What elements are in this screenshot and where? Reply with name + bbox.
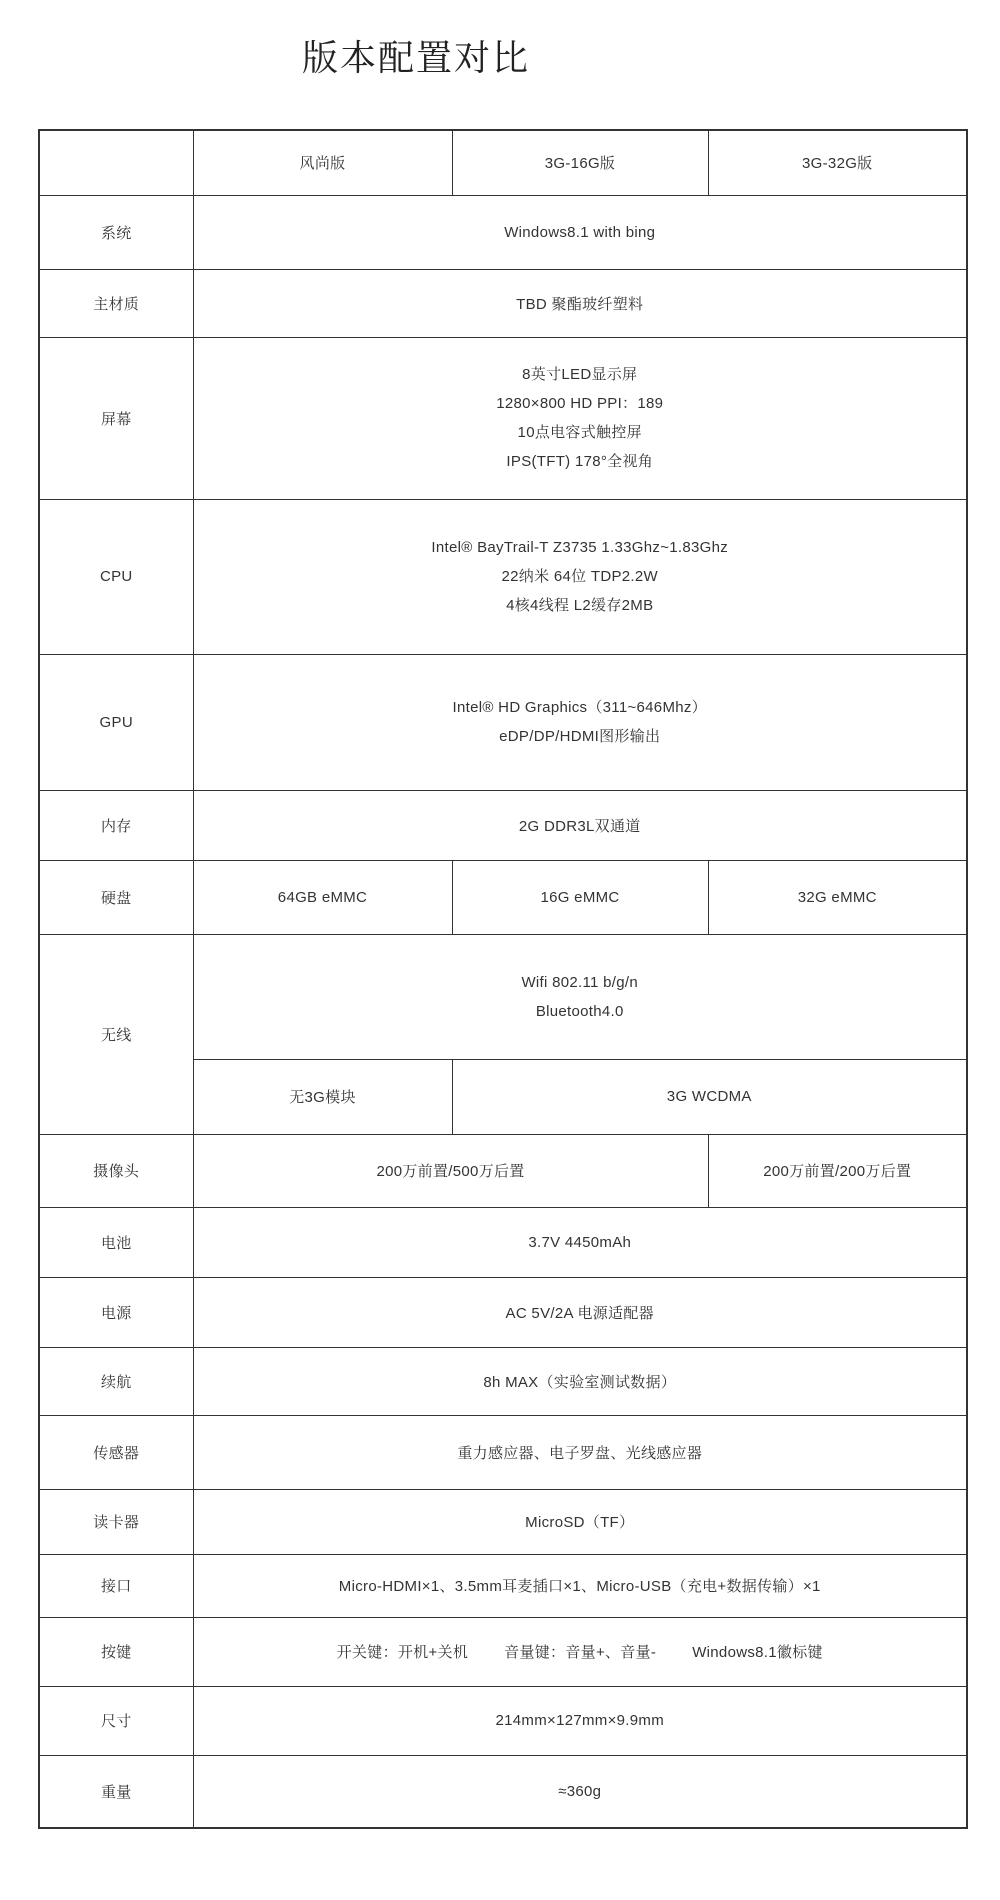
header-row: [39, 130, 967, 195]
row-sensors: [39, 1415, 967, 1489]
row-screen: [39, 337, 967, 499]
gpu-line-2: eDP/DP/HDMI图形输出: [499, 728, 661, 745]
row-battery: [39, 1207, 967, 1277]
row-camera: [39, 1134, 967, 1207]
row-card-reader: [39, 1489, 967, 1554]
spec-table: [38, 129, 968, 1829]
row-cpu: [39, 499, 967, 654]
cell-system-value: Windows8.1 with bing: [193, 195, 967, 269]
screen-line-1: 8英寸LED显示屏: [522, 366, 638, 383]
cell-3g-wcdma: 3G WCDMA: [452, 1059, 967, 1134]
row-power: [39, 1277, 967, 1347]
row-label-ports: 接口: [39, 1554, 193, 1617]
cell-ports-value: Micro-HDMI×1、3.5mm耳麦插口×1、Micro-USB（充电+数据传输）×1: [193, 1554, 967, 1617]
row-buttons: [39, 1617, 967, 1686]
row-label-storage: 硬盘: [39, 860, 193, 934]
screen-line-2: 1280×800 HD PPI：189: [496, 395, 664, 412]
cell-endurance-value: 8h MAX（实验室测试数据）: [193, 1347, 967, 1415]
row-label-memory: 内存: [39, 790, 193, 860]
row-label-card-reader: 读卡器: [39, 1489, 193, 1554]
cell-storage-16g: 16G eMMC: [452, 860, 708, 934]
cell-camera-left: 200万前置/500万后置: [193, 1134, 708, 1207]
cell-card-reader-value: MicroSD（TF）: [193, 1489, 967, 1554]
cell-screen-value: [193, 337, 967, 499]
row-label-buttons: 按键: [39, 1617, 193, 1686]
row-label-material: 主材质: [39, 269, 193, 337]
cell-buttons-value: [193, 1617, 967, 1686]
cpu-line-3: 4核4线程 L2缓存2MB: [506, 597, 654, 614]
row-dimensions: [39, 1686, 967, 1755]
row-label-endurance: 续航: [39, 1347, 193, 1415]
row-memory: [39, 790, 967, 860]
wifi-line-1: Wifi 802.11 b/g/n: [521, 973, 639, 991]
wifi-line-2: Bluetooth4.0: [535, 1002, 624, 1020]
cpu-line-2: 22纳米 64位 TDP2.2W: [501, 568, 658, 585]
row-label-power: 电源: [39, 1277, 193, 1347]
row-endurance: [39, 1347, 967, 1415]
cell-weight-value: ≈360g: [193, 1755, 967, 1828]
row-label-cpu: CPU: [39, 499, 193, 654]
header-cell-fengshang: 风尚版: [193, 130, 452, 195]
header-cell-3g-16g: 3G-16G版: [452, 130, 708, 195]
cell-sensors-value: 重力感应器、电子罗盘、光线感应器: [193, 1415, 967, 1489]
cell-gpu-value: [193, 654, 967, 790]
row-wireless-wifi: [39, 934, 967, 1059]
cell-cpu-value: [193, 499, 967, 654]
row-label-gpu: GPU: [39, 654, 193, 790]
row-label-camera: 摄像头: [39, 1134, 193, 1207]
cell-power-value: AC 5V/2A 电源适配器: [193, 1277, 967, 1347]
row-label-weight: 重量: [39, 1755, 193, 1828]
cell-material-value: TBD 聚酯玻纤塑料: [193, 269, 967, 337]
cell-wifi-value: [193, 934, 967, 1059]
row-label-system: 系统: [39, 195, 193, 269]
buttons-segment-volume: 音量键：音量+、音量-: [504, 1644, 657, 1661]
row-gpu: [39, 654, 967, 790]
row-label-wireless: 无线: [39, 934, 193, 1134]
gpu-line-1: Intel® HD Graphics（311~646Mhz）: [452, 699, 707, 716]
row-weight: [39, 1755, 967, 1828]
page-title: 版本配置对比: [301, 37, 530, 78]
buttons-segment-power: 开关键：开机+关机: [336, 1644, 469, 1661]
row-label-sensors: 传感器: [39, 1415, 193, 1489]
row-label-battery: 电池: [39, 1207, 193, 1277]
header-cell-blank: [39, 130, 193, 195]
header-cell-3g-32g: 3G-32G版: [708, 130, 967, 195]
row-storage: [39, 860, 967, 934]
cell-memory-value: 2G DDR3L双通道: [193, 790, 967, 860]
screen-line-3: 10点电容式触控屏: [517, 424, 642, 441]
row-ports: [39, 1554, 967, 1617]
cell-dimensions-value: 214mm×127mm×9.9mm: [193, 1686, 967, 1755]
screen-line-4: IPS(TFT) 178°全视角: [506, 453, 654, 470]
row-system: [39, 195, 967, 269]
cell-no-3g: 无3G模块: [193, 1059, 452, 1134]
row-material: [39, 269, 967, 337]
row-label-screen: 屏幕: [39, 337, 193, 499]
cell-camera-right: 200万前置/200万后置: [708, 1134, 967, 1207]
cell-storage-fengshang: 64GB eMMC: [193, 860, 452, 934]
row-label-dimensions: 尺寸: [39, 1686, 193, 1755]
buttons-segment-winkey: Windows8.1徽标键: [692, 1644, 823, 1661]
cell-storage-32g: 32G eMMC: [708, 860, 967, 934]
cpu-line-1: Intel® BayTrail-T Z3735 1.33Ghz~1.83Ghz: [431, 539, 729, 556]
cell-battery-value: 3.7V 4450mAh: [193, 1207, 967, 1277]
